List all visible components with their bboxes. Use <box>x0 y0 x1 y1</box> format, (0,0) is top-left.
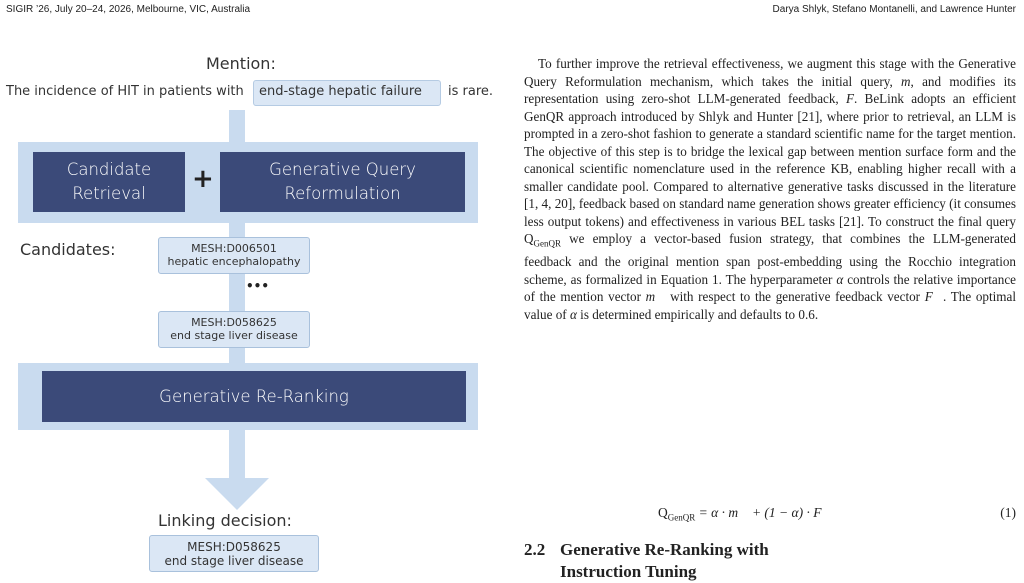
reranking-label: Generative Re-Ranking <box>159 386 349 406</box>
decision-card <box>149 535 319 572</box>
ellipsis: ••• <box>246 279 270 293</box>
candidate-id: MESH:D006501 <box>191 242 277 255</box>
flow-arrow-head <box>205 478 269 510</box>
running-header-authors: Darya Shlyk, Stefano Montanelli, and Lawrence Hunter <box>772 4 1016 15</box>
candidate-name: end stage liver disease <box>170 329 298 342</box>
math-m: m <box>901 73 911 89</box>
paragraph-text: with respect to the generative feedback vector <box>665 289 925 305</box>
plus-sign: + <box>192 164 214 194</box>
candidate-retrieval-box <box>33 152 185 212</box>
equation-rhs: = α · m⃗ + (1 − α) · F⃗ <box>695 505 832 520</box>
candidate-retrieval-label: Candidate Retrieval <box>66 160 152 203</box>
candidate-id: MESH:D058625 <box>191 316 277 329</box>
sentence-prefix: The incidence of HIT in patients with <box>6 84 244 99</box>
math-F-vector: F⃗ <box>924 289 943 305</box>
section-title-line1: Generative Re-Ranking with <box>560 540 769 559</box>
paragraph-text: . BeLink adopts an efficient GenQR approach introduced by Shlyk and Hunter [21], where prior to retrieval, an LLM is prompted in a zero-shot fashion to generate a standard scientific name for the target mention. The objective of this step is to bridge the lexical gap between mention surface form and the canonical scientific nomenclature used in the reference KB, enabling higher recall with a smaller candidate pool. Compared to alternative generative tasks discussed in the literature [1, 4, 20], feedback based on standard name generation shows greater efficiency (it consumes less output tokens) and effectiveness in various BEL tasks [21]. To construct the final query Q <box>524 91 1016 246</box>
equation-lhs-subscript: GenQR <box>667 512 696 523</box>
math-F: F <box>845 91 855 106</box>
paragraph-text: , and modifies its representation using zero-shot LLM-generated feedback, <box>524 73 1017 106</box>
decision-name: end stage liver disease <box>164 554 304 568</box>
candidate-name: hepatic encephalopathy <box>167 255 301 268</box>
linking-decision-label: Linking decision: <box>158 511 292 530</box>
genqr-box <box>220 152 465 212</box>
paragraph-text: . The optimal value of <box>524 289 1016 322</box>
candidates-label: Candidates: <box>20 240 116 259</box>
equation-body <box>658 505 832 523</box>
sentence-suffix: is rare. <box>448 84 494 99</box>
body-column <box>524 55 1016 323</box>
paragraph-text: controls the relative importance of the mention vector <box>524 271 1016 305</box>
genqr-label: Generative Query Reformulation <box>269 160 416 203</box>
candidate-card <box>158 237 310 274</box>
mention-span: end-stage hepatic failure <box>259 84 422 99</box>
math-alpha: α <box>836 271 844 287</box>
reranking-box <box>42 371 466 422</box>
decision-id: MESH:D058625 <box>187 540 281 554</box>
section-number: 2.2 <box>524 540 546 559</box>
math-alpha: α <box>569 306 577 322</box>
mention-label: Mention: <box>206 54 276 73</box>
candidate-card <box>158 311 310 348</box>
equation-number: (1) <box>1000 505 1016 520</box>
equation-lhs: Q <box>658 505 668 520</box>
math-m-vector: m⃗ <box>645 289 666 305</box>
paragraph-text: is determined empirically and defaults to 0.6. <box>576 306 819 322</box>
genqr-paragraph <box>524 55 1016 323</box>
section-title-line2: Instruction Tuning <box>560 562 697 581</box>
paragraph-text: we employ a vector-based fusion strategy, that combines the LLM-generated feedback and the original mention span post-embedding using the Rocchio integration scheme, as formalized in Equation 1. The hyperparameter <box>524 231 1016 287</box>
math-subscript: GenQR <box>533 238 561 249</box>
running-header-venue: SIGIR ’26, July 20–24, 2026, Melbourne, VIC, Australia <box>6 4 251 15</box>
paragraph-text: To further improve the retrieval effectiveness, we augment this stage with the Generative Query Reformulation mechanism, which takes the initial query, <box>524 56 1016 89</box>
